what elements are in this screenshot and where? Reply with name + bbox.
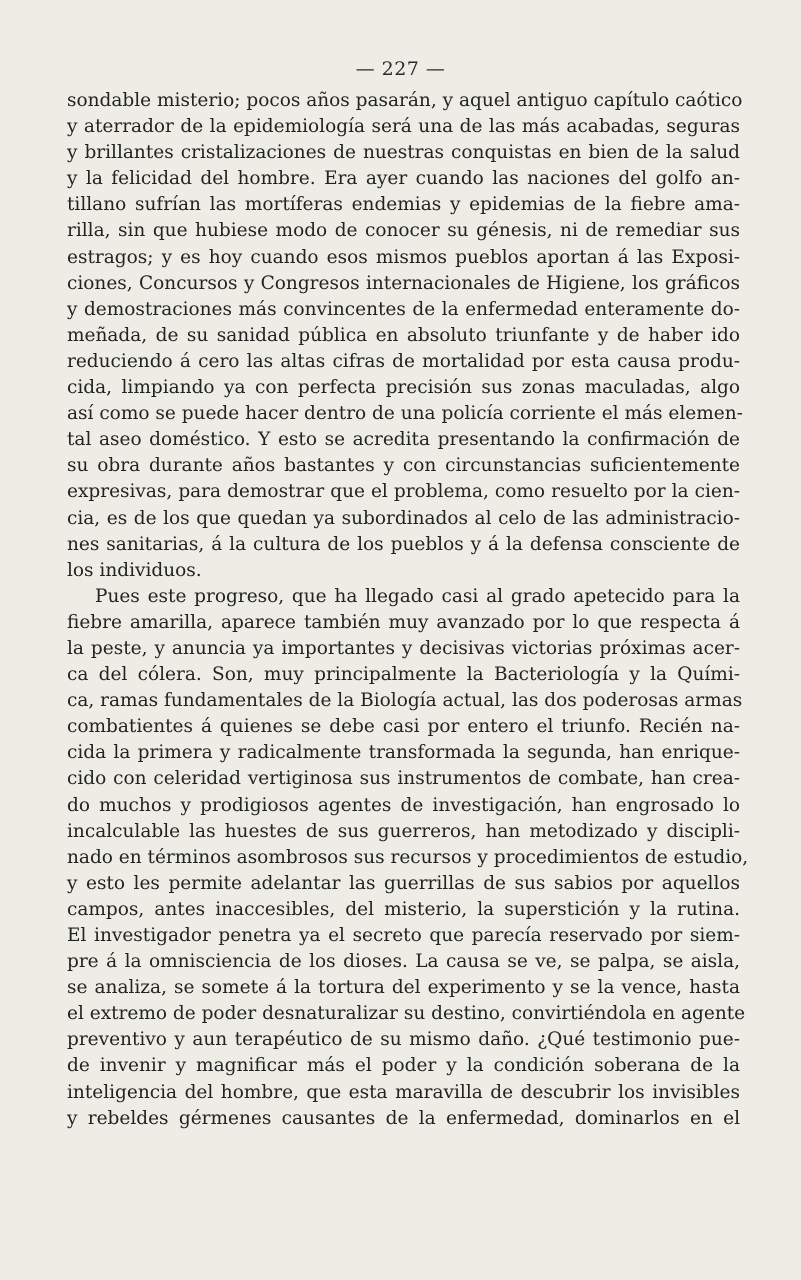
text-line: y rebeldes gérmenes causantes de la enfermedad, dominarlos en el: [67, 1107, 740, 1129]
text-line: El investigador penetra ya el secreto que parecía reservado por siem-: [67, 925, 740, 946]
text-line: cida la primera y radicalmente transformada la segunda, han enrique-: [67, 742, 740, 764]
text-line: tillano sufrían las mortíferas endemias y epidemias de la fiebre ama-: [67, 194, 740, 216]
body-text: [67, 88, 749, 1132]
text-line: cia, es de los que quedan ya subordinados al celo de las administracio-: [67, 507, 740, 529]
text-line: combatientes á quienes se debe casi por entero el triunfo. Recién na-: [67, 716, 740, 738]
text-line: y demostraciones más convincentes de la enfermedad enteramente do-: [67, 298, 740, 320]
text-line: meñada, de su sanidad pública en absoluto triunfante y de haber ido: [67, 324, 740, 346]
text-line: ca, ramas fundamentales de la Biología actual, las dos poderosas armas: [67, 690, 743, 712]
text-line: preventivo y aun terapéutico de su mismo daño. ¿Qué testimonio pue-: [67, 1029, 740, 1051]
text-line: pre á la omnisciencia de los dioses. La causa se ve, se palpa, se aisla,: [67, 951, 740, 973]
text-line: fiebre amarilla, aparece también muy avanzado por lo que respecta á: [67, 611, 740, 633]
page-number: — 227 —: [355, 58, 446, 80]
text-line: reduciendo á cero las altas cifras de mortalidad por esta causa produ-: [67, 350, 740, 372]
text-line: Pues este progreso, que ha llegado casi al grado apetecido para la: [95, 585, 740, 607]
text-line: cida, limpiando ya con perfecta precisión sus zonas maculadas, algo: [67, 377, 740, 399]
text-line: y la felicidad del hombre. Era ayer cuando las naciones del golfo an-: [67, 168, 740, 190]
text-line: de invenir y magnificar más el poder y la condición soberana de la: [67, 1055, 740, 1077]
text-line: campos, antes inaccesibles, del misterio, la superstición y la rutina.: [67, 898, 740, 920]
text-line: nado en términos asombrosos sus recursos y procedimientos de estudio,: [67, 846, 749, 868]
text-line: el extremo de poder desnaturalizar su destino, convirtiéndola en agente: [67, 1003, 746, 1025]
text-line: ca del cólera. Son, muy principalmente la Bacteriología y la Quími-: [67, 664, 740, 686]
text-line: los individuos.: [67, 559, 202, 581]
text-line: y aterrador de la epidemiología será una de las más acabadas, seguras: [67, 116, 740, 138]
text-line: do muchos y prodigiosos agentes de investigación, han engrosado lo: [67, 794, 740, 816]
text-line: rilla, sin que hubiese modo de conocer su génesis, ni de remediar sus: [67, 220, 740, 242]
paragraph: [67, 88, 743, 584]
text-line: la peste, y anuncia ya importantes y decisivas victorias próximas acer-: [67, 637, 740, 659]
text-line: cido con celeridad vertiginosa sus instrumentos de combate, han crea-: [67, 768, 740, 790]
text-line: así como se puede hacer dentro de una policía corriente el más elemen-: [67, 403, 743, 425]
text-line: incalculable las huestes de sus guerreros, han metodizado y discipli-: [67, 820, 740, 842]
text-line: y brillantes cristalizaciones de nuestras conquistas en bien de la salud: [67, 142, 740, 164]
text-line: y esto les permite adelantar las guerrillas de sus sabios por aquellos: [67, 872, 740, 894]
text-line: su obra durante años bastantes y con circunstancias suficientemente: [67, 455, 740, 477]
paragraph: [67, 584, 749, 1132]
text-line: sondable misterio; pocos años pasarán, y aquel antiguo capítulo caótico: [67, 90, 743, 111]
text-line: estragos; y es hoy cuando esos mismos pueblos aportan á las Exposi-: [67, 246, 740, 268]
text-line: ciones, Concursos y Congresos internacionales de Higiene, los gráficos: [67, 272, 740, 294]
text-line: inteligencia del hombre, que esta maravilla de descubrir los invisibles: [67, 1081, 740, 1103]
text-line: nes sanitarias, á la cultura de los pueblos y á la defensa consciente de: [67, 533, 740, 555]
text-line: expresivas, para demostrar que el problema, como resuelto por la cien-: [67, 481, 740, 503]
text-line: se analiza, se somete á la tortura del experimento y se la vence, hasta: [67, 977, 740, 999]
text-line: tal aseo doméstico. Y esto se acredita presentando la confirmación de: [67, 429, 740, 451]
